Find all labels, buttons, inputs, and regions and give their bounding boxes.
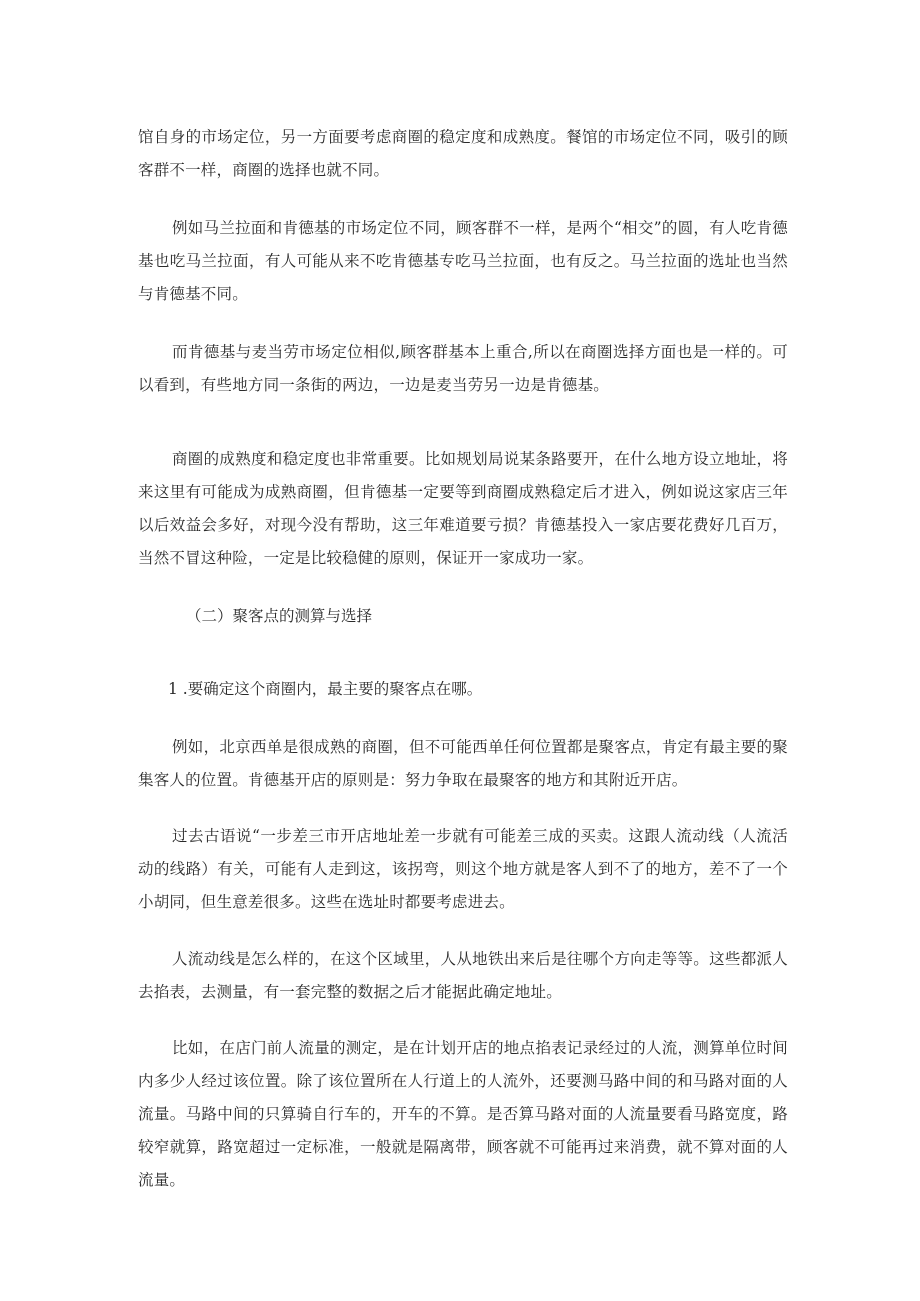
paragraph-flow-lines: 人流动线是怎么样的，在这个区域里，人从地铁出来后是往哪个方向走等等。这些都派人去掐表，去测量，有一套完整的数据之后才能据此确定地址。 (138, 950, 788, 1001)
paragraph-xidan-example: 例如，北京西单是很成熟的商圈，但不可能西单任何位置都是聚客点，肯定有最主要的聚集客人的位置。肯德基开店的原则是：努力争取在最聚客的地方和其附近开店。 (138, 738, 788, 789)
paragraph-maturity-stability: 商圈的成熟度和稳定度也非常重要。比如规划局说某条路要开，在什么地方设立地址，将来这里有可能成为成熟商圈，但肯德基一定要等到商圈成熟稳定后才进入，例如说这家店三年以后效益会多好，对现今没有帮助，这三年难道要亏损？肯德基投入一家店要花费好几百万，当然不冒这种险，一定是比较稳健的原则，保证开一家成功一家。 (138, 450, 788, 567)
paragraph-ancient-saying: 过去古语说“一步差三市开店地址差一步就有可能差三成的买卖。这跟人流动线（人流活动的线路）有关，可能有人走到这，该拐弯，则这个地方就是客人到不了的地方，差不了一个小胡同，但生意差很多。这些在选址时都要考虑进去。 (138, 827, 788, 911)
paragraph-kfc-vs-mcdonalds: 而肯德基与麦当劳市场定位相似,顾客群基本上重合,所以在商圈选择方面也是一样的。可以看到，有些地方同一条街的两边，一边是麦当劳另一边是肯德基。 (138, 343, 788, 394)
paragraph-traffic-measurement: 比如，在店门前人流量的测定，是在计划开店的地点掐表记录经过的人流，测算单位时间内多少人经过该位置。除了该位置所在人行道上的人流外，还要测马路中间的和马路对面的人流量。马路中间的只算骑自行车的，开车的不算。是否算马路对面的人流量要看马路宽度，路较窄就算，路宽超过一定标准，一般就是隔离带，顾客就不可能再过来消费，就不算对面的人流量。 (138, 1039, 788, 1189)
section-heading: （二）聚客点的测算与选择 (186, 607, 373, 625)
list-item-1: 1 .要确定这个商圈内，最主要的聚客点在哪。 (168, 680, 483, 698)
paragraph-malan-vs-kfc: 例如马兰拉面和肯德基的市场定位不同，顾客群不一样，是两个“相交”的圆，有人吃肯德基也吃马兰拉面，有人可能从来不吃肯德基专吃马兰拉面，也有反之。马兰拉面的选址也当然与肯德基不同。 (138, 219, 788, 303)
paragraph-market-positioning: 馆自身的市场定位，另一方面要考虑商圈的稳定度和成熟度。餐馆的市场定位不同，吸引的顾客群不一样，商圈的选择也就不同。 (138, 128, 788, 179)
